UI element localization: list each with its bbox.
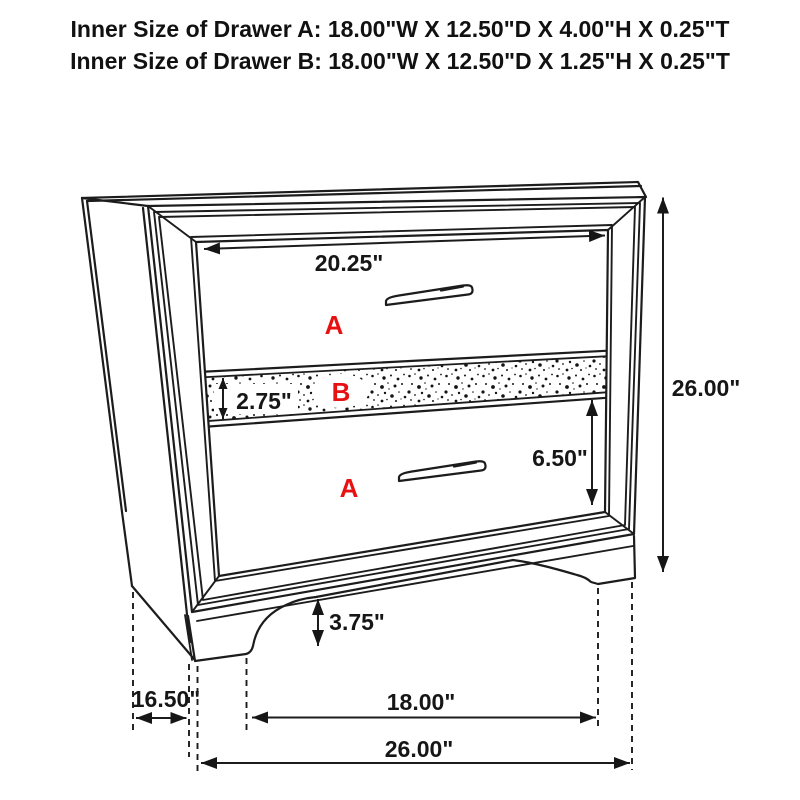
drawer-b-label: B <box>331 377 351 407</box>
drawer-a-inner-size-line: Inner Size of Drawer A: 18.00"W X 12.50"D X 4.00"H X 0.25"T <box>70 16 730 42</box>
dim-strip-b-height-label: 2.75" <box>236 388 292 414</box>
drawer-a-bottom-label: A <box>339 473 359 503</box>
cabinet-side-panel <box>82 198 194 659</box>
bottom-drawer-handle <box>399 461 486 481</box>
dim-overall-width-label: 26.00" <box>384 736 454 762</box>
drawer-a-top-label: A <box>324 310 344 340</box>
dim-overall-height-label: 26.00" <box>671 375 741 401</box>
dim-foot-height-label: 3.75" <box>329 609 385 635</box>
dim-lower-drawer-height-label: 6.50" <box>532 445 588 471</box>
dim-side-depth-label: 16.50" <box>131 686 201 712</box>
dim-top-inner-width <box>204 236 605 250</box>
dim-top-inner-width-label: 20.25" <box>314 250 384 276</box>
base-rail-and-feet <box>185 536 635 661</box>
top-drawer-handle <box>386 285 473 305</box>
dim-feet-inner-span-label: 18.00" <box>386 689 456 715</box>
drawer-b-inner-size-line: Inner Size of Drawer B: 18.00"W X 12.50"D X 1.25"H X 0.25"T <box>70 48 730 74</box>
